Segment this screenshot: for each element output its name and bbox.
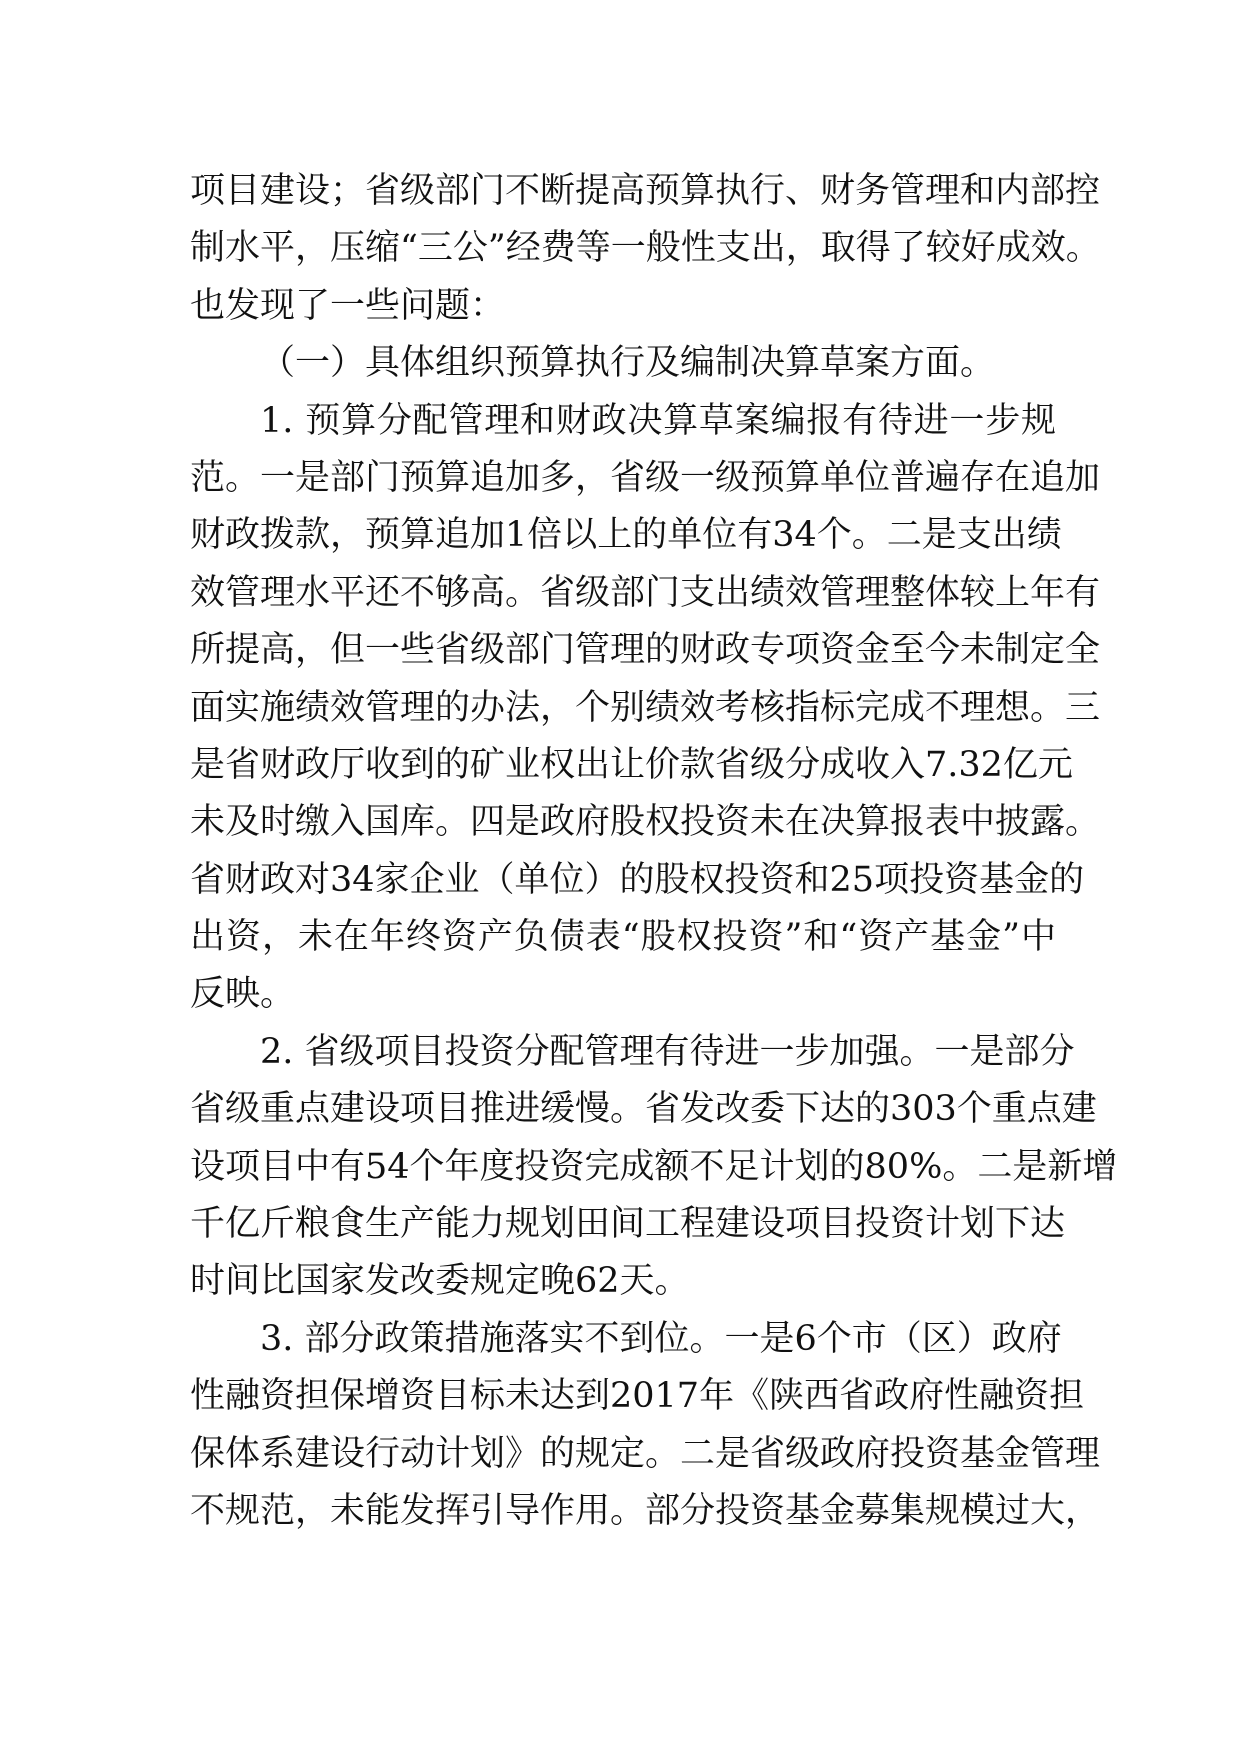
document-body [190,163,1118,1540]
text-line: 保体系建设行动计划》的规定。二是省级政府投资基金管理 [190,1433,1101,1474]
text-line: 省级重点建设项目推进缓慢。省发改委下达的303个重点建 [190,1089,1097,1130]
text-line: 千亿斤粮食生产能力规划田间工程建设项目投资计划下达 [190,1204,1066,1245]
text-line: 项目建设；省级部门不断提高预算执行、财务管理和内部控 [190,171,1101,211]
text-line: 制水平，压缩“三公”经费等一般性支出，取得了较好成效。 [190,228,1101,269]
text-line: 性融资担保增资目标未达到2017年《陕西省政府性融资担 [190,1376,1085,1417]
text-line: 反映。 [190,974,296,1015]
text-line: 是省财政厅收到的矿业权出让价款省级分成收入7.32亿元 [190,744,1073,785]
text-line: 出资，未在年终资产负债表“股权投资”和“资产基金”中 [190,917,1056,958]
text-line: （一）具体组织预算执行及编制决算草案方面。 [260,343,996,384]
text-line: 时间比国家发改委规定晚62天。 [190,1261,690,1302]
text-line: 范。一是部门预算追加多，省级一级预算单位普遍存在追加 [190,457,1101,498]
text-line: 面实施绩效管理的办法，个别绩效考核指标完成不理想。三 [190,687,1101,728]
text-line: 省财政对34家企业（单位）的股权投资和25项投资基金的 [190,859,1085,900]
text-line: 不规范，未能发挥引导作用。部分投资基金募集规模过大， [190,1490,1101,1531]
text-line: 也发现了一些问题： [190,285,506,326]
text-line: 1. 预算分配管理和财政决算草案编报有待进一步规 [260,400,1056,441]
text-line: 未及时缴入国库。四是政府股权投资未在决算报表中披露。 [190,802,1101,843]
text-line: 3. 部分政策措施落实不到位。一是6个市（区）政府 [260,1318,1062,1359]
text-line: 所提高，但一些省级部门管理的财政专项资金至今未制定全 [190,630,1101,671]
text-line: 财政拨款，预算追加1倍以上的单位有34个。二是支出绩 [190,515,1062,556]
text-line: 2. 省级项目投资分配管理有待进一步加强。一是部分 [260,1031,1075,1072]
text-line: 设项目中有54个年度投资完成额不足计划的80%。二是新增 [190,1146,1118,1187]
text-line: 效管理水平还不够高。省级部门支出绩效管理整体较上年有 [190,572,1101,613]
